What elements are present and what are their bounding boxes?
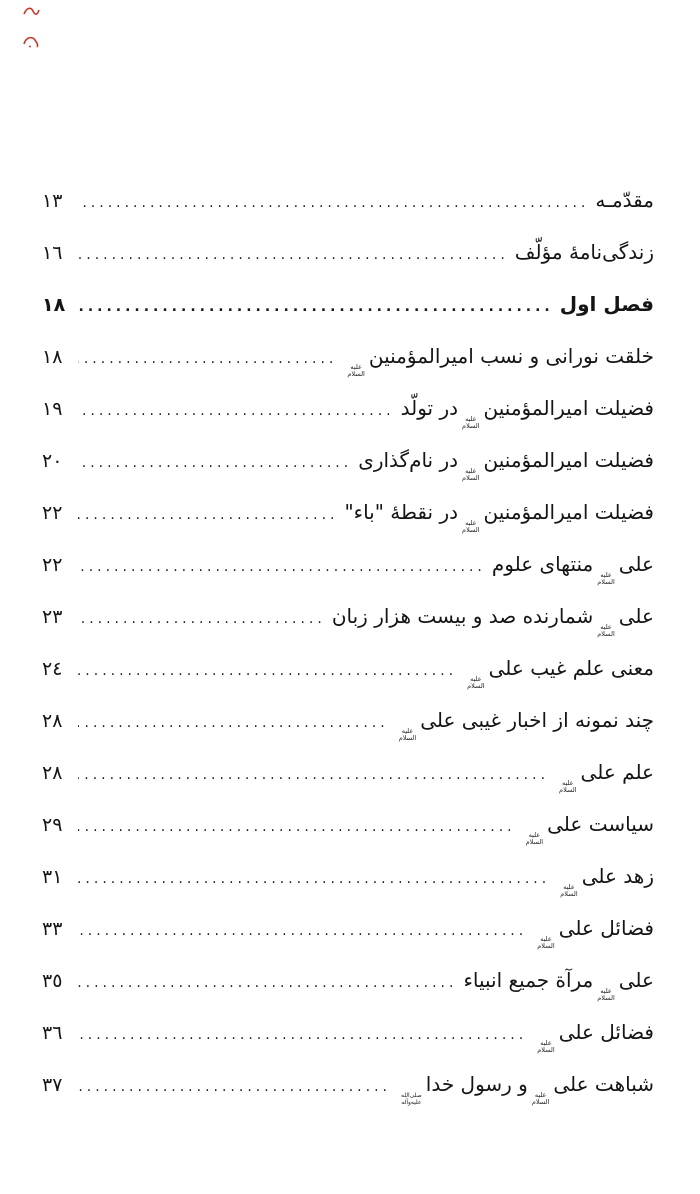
page-number: ٢٢ <box>42 502 63 524</box>
page-number: ١٨ <box>42 346 63 368</box>
leader-dots <box>78 1009 527 1061</box>
toc-entry <box>42 954 654 1006</box>
page-number: ٣٥ <box>42 970 63 992</box>
leader-dots <box>78 177 589 229</box>
page-number: ٣١ <box>42 866 63 888</box>
page-number: ٢٠ <box>42 450 63 472</box>
alayhis-salam-mark: علیه السلام <box>462 519 480 535</box>
alayhis-salam-mark: علیه السلام <box>537 935 555 951</box>
entry-title: چند نمونه از اخبار غیبی علی علیه السلام <box>398 708 654 743</box>
leader-dots <box>78 905 527 957</box>
leader-dots <box>78 541 486 593</box>
leader-dots <box>78 333 337 385</box>
toc-entry <box>42 1006 654 1058</box>
alayhis-salam-mark: علیه السلام <box>559 779 577 795</box>
toc-entry <box>42 486 654 538</box>
leader-dots <box>78 801 516 853</box>
entry-title: علی علیه السلام منتهای علوم <box>491 552 654 587</box>
entry-title: علی علیه السلام شمارنده صد و بیست هزار زبان <box>331 604 654 639</box>
red-annotation-mark <box>22 5 40 18</box>
toc-entry <box>42 642 654 694</box>
toc-entry <box>42 850 654 902</box>
entry-title: معنی علم غیب علی علیه السلام <box>467 656 654 691</box>
page-number: ١٨ <box>42 294 66 316</box>
toc-entry <box>42 746 654 798</box>
leader-dots <box>78 281 554 333</box>
leader-dots <box>78 385 395 437</box>
toc-entry <box>42 174 654 226</box>
toc-entry <box>42 590 654 642</box>
alayhis-salam-mark: علیه السلام <box>467 675 485 691</box>
alayhis-salam-mark: علیه السلام <box>347 363 365 379</box>
entry-title: خلقت نورانی و نسب امیرالمؤمنین علیه السلام <box>347 344 654 379</box>
alayhis-salam-mark: علیه السلام <box>597 987 615 1003</box>
leader-dots <box>78 1061 391 1113</box>
page-number: ٢٩ <box>42 814 63 836</box>
entry-title: علی علیه السلام مرآة جمیع انبیاء <box>463 968 654 1003</box>
alayhis-salam-mark: علیه السلام <box>398 727 417 743</box>
toc-entry <box>42 330 654 382</box>
page-number: ٢٤ <box>42 658 63 680</box>
sallallahu-alayhi-mark: صلی‌الله علیه‌وآله <box>400 1092 422 1106</box>
page-number: ١٩ <box>42 398 63 420</box>
alayhis-salam-mark: علیه السلام <box>462 467 480 483</box>
leader-dots <box>78 853 550 905</box>
page-number: ٣٧ <box>42 1074 63 1096</box>
entry-title: علم علی علیه السلام <box>559 760 654 795</box>
toc-entry <box>42 1058 654 1110</box>
leader-dots <box>78 229 509 281</box>
alayhis-salam-mark: علیه السلام <box>560 883 578 899</box>
entry-title: فضائل علی علیه السلام <box>537 1020 654 1055</box>
page-number: ٢٨ <box>42 762 63 784</box>
entry-title: شباهت علی علیه السلام و رسول خدا صلی‌الله علیه‌وآله <box>400 1072 654 1107</box>
page-number: ٣٦ <box>42 1022 63 1044</box>
page-number: ٢٨ <box>42 710 63 732</box>
table-of-contents <box>42 174 654 1110</box>
toc-entry <box>42 902 654 954</box>
toc-entry <box>42 226 654 278</box>
page-number: ١٣ <box>42 190 63 212</box>
toc-entry <box>42 538 654 590</box>
toc-entry <box>42 798 654 850</box>
leader-dots <box>78 489 338 541</box>
alayhis-salam-mark: علیه السلام <box>525 831 544 847</box>
entry-title: فضیلت امیرالمؤمنین علیه السلام در تولّد <box>400 396 654 431</box>
entry-title: فصل اول <box>559 292 654 316</box>
leader-dots <box>78 749 549 801</box>
leader-dots <box>78 645 457 697</box>
page-number: ١٦ <box>42 242 63 264</box>
toc-entry-chapter <box>42 278 654 330</box>
toc-entry <box>42 382 654 434</box>
entry-title: فضیلت امیرالمؤمنین علیه السلام در نقطهٔ "باء" <box>344 500 654 535</box>
entry-title: فضیلت امیرالمؤمنین علیه السلام در نام‌گذاری <box>358 448 654 483</box>
entry-title: سیاست علی علیه السلام <box>525 812 654 847</box>
entry-title: زهد علی علیه السلام <box>560 864 654 899</box>
leader-dots <box>78 593 326 645</box>
page-number: ٢٣ <box>42 606 63 628</box>
alayhis-salam-mark: علیه السلام <box>531 1091 550 1107</box>
alayhis-salam-mark: علیه السلام <box>537 1039 555 1055</box>
leader-dots <box>78 437 352 489</box>
red-annotation-mark <box>22 33 40 49</box>
page-number: ٣٣ <box>42 918 63 940</box>
entry-title: مقدّمـه <box>595 188 654 212</box>
leader-dots <box>78 697 389 749</box>
toc-entry <box>42 434 654 486</box>
alayhis-salam-mark: علیه السلام <box>597 623 615 639</box>
entry-title: زندگی‌نامهٔ مؤلّف <box>514 240 654 264</box>
entry-title: فضائل علی علیه السلام <box>537 916 654 951</box>
toc-entry <box>42 694 654 746</box>
page-number: ٢٢ <box>42 554 63 576</box>
alayhis-salam-mark: علیه السلام <box>462 415 480 431</box>
alayhis-salam-mark: علیه السلام <box>597 571 615 587</box>
leader-dots <box>78 957 457 1009</box>
